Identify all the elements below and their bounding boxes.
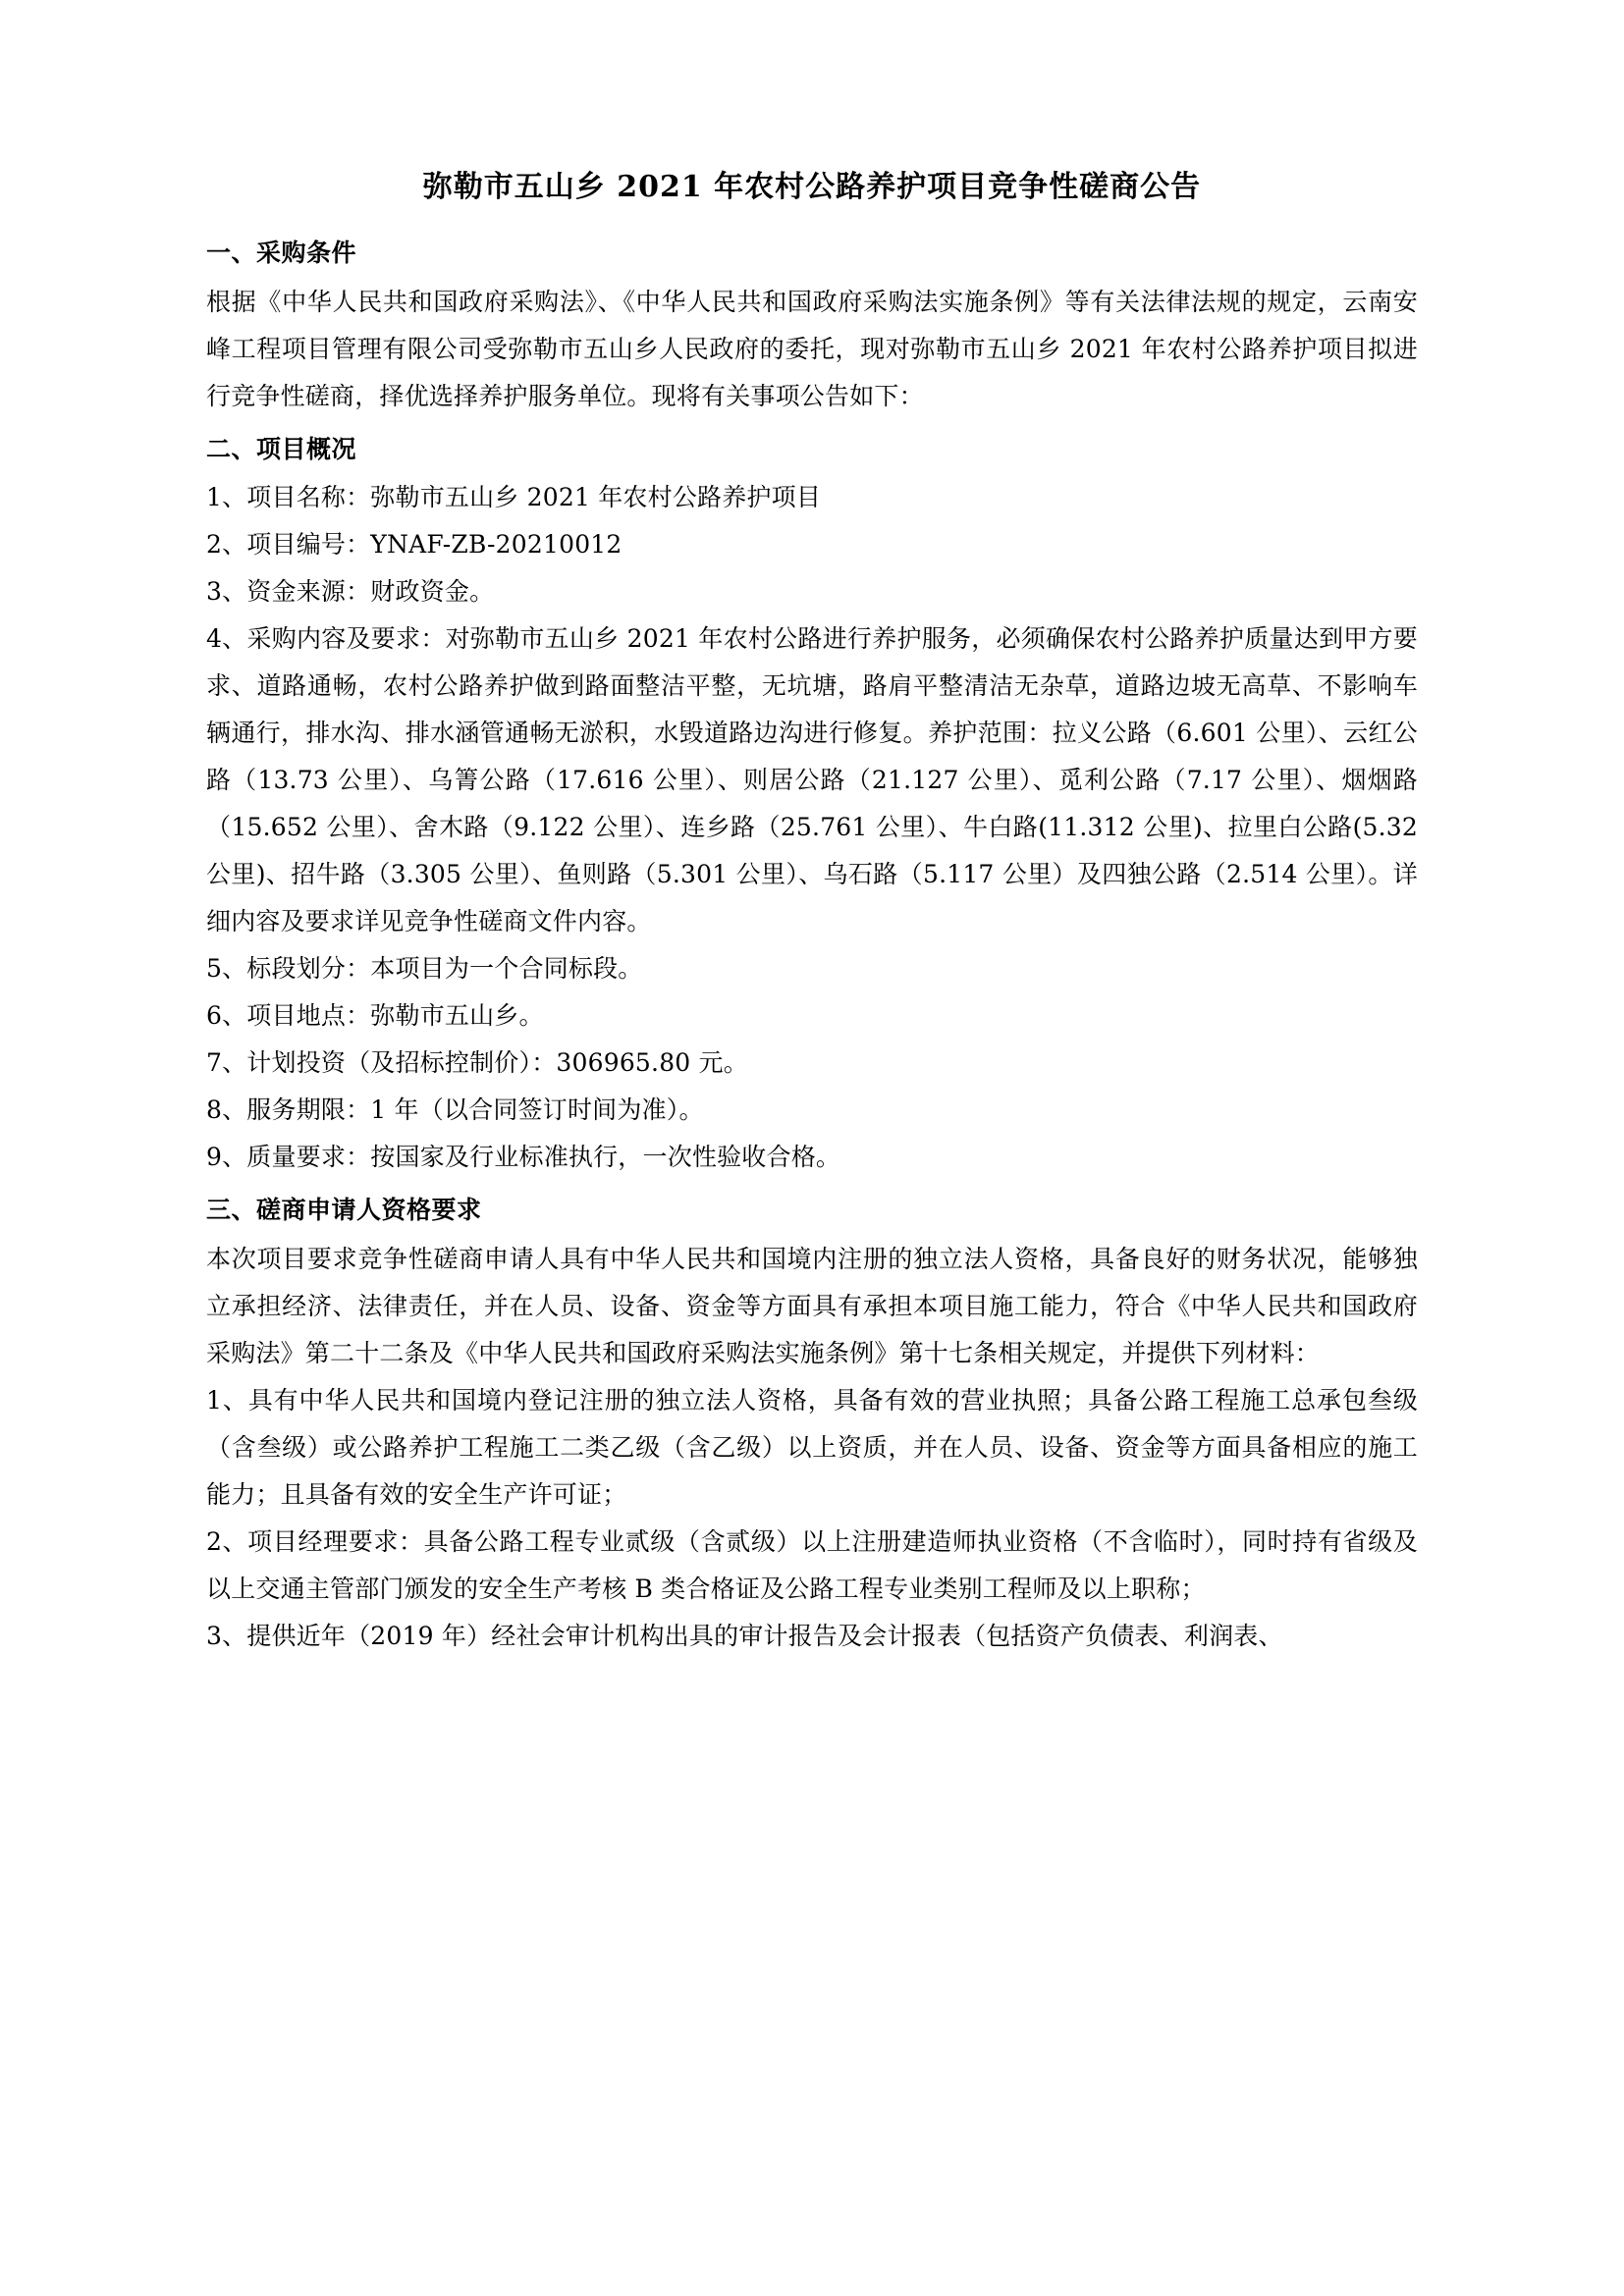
- section-applicant-qualifications: [206, 1187, 1418, 1660]
- paragraph: 2、项目经理要求：具备公路工程专业贰级（含贰级）以上注册建造师执业资格（不含临时），同时持有省级及以上交通主管部门颁发的安全生产考核 B 类合格证及公路工程专业类别工程师及以上职称；: [206, 1526, 1418, 1603]
- section-project-overview: [206, 426, 1418, 1182]
- section-heading-3: 三、磋商申请人资格要求: [206, 1196, 482, 1224]
- paragraph: 3、资金来源：财政资金。: [206, 577, 495, 606]
- paragraph: 1、项目名称：弥勒市五山乡 2021 年农村公路养护项目: [206, 483, 822, 511]
- paragraph: 根据《中华人民共和国政府采购法》、《中华人民共和国政府采购法实施条例》等有关法律法规的规定，云南安峰工程项目管理有限公司受弥勒市五山乡人民政府的委托，现对弥勒市五山乡 2021 年农村公路养护项目拟进行竞争性磋商，择优选择养护服务单位。现将有关事项公告如下：: [206, 287, 1418, 410]
- paragraph: 7、计划投资（及招标控制价）：306965.80 元。: [206, 1048, 748, 1077]
- paragraph: 3、提供近年（2019 年）经社会审计机构出具的审计报告及会计报表（包括资产负债表、利润表、: [206, 1621, 1283, 1650]
- page-title: 弥勒市五山乡 2021 年农村公路养护项目竞争性磋商公告: [422, 170, 1202, 204]
- section-heading-2: 二、项目概况: [206, 434, 357, 463]
- paragraph: 本次项目要求竞争性磋商申请人具有中华人民共和国境内注册的独立法人资格，具备良好的财务状况，能够独立承担经济、法律责任，并在人员、设备、资金等方面具有承担本项目施工能力，符合《中华人民共和国政府采购法》第二十二条及《中华人民共和国政府采购法实施条例》第十七条相关规定，并提供下列材料：: [206, 1244, 1418, 1367]
- paragraph: 5、标段划分：本项目为一个合同标段。: [206, 954, 643, 983]
- paragraph: 8、服务期限：1 年（以合同签订时间为准）。: [206, 1095, 704, 1124]
- paragraph: 9、质量要求：按国家及行业标准执行，一次性验收合格。: [206, 1143, 841, 1171]
- section-procurement-conditions: [206, 230, 1418, 420]
- paragraph: 2、项目编号：YNAF-ZB-20210012: [206, 530, 623, 559]
- paragraph: 1、具有中华人民共和国境内登记注册的独立法人资格，具备有效的营业执照；具备公路工程施工总承包叁级（含叁级）或公路养护工程施工二类乙级（含乙级）以上资质，并在人员、设备、资金等方面具备相应的施工能力；且具备有效的安全生产许可证；: [206, 1385, 1418, 1509]
- paragraph: 6、项目地点：弥勒市五山乡。: [206, 1001, 544, 1030]
- section-heading-1: 一、采购条件: [206, 239, 357, 267]
- paragraph: 4、采购内容及要求：对弥勒市五山乡 2021 年农村公路进行养护服务，必须确保农村公路养护质量达到甲方要求、道路通畅，农村公路养护做到路面整洁平整，无坑塘，路肩平整清洁无杂草，道路边坡无高草、不影响车辆通行，排水沟、排水涵管通畅无淤积，水毁道路边沟进行修复。养护范围：拉义公路（6.601 公里）、云红公路（13.73 公里）、乌箐公路（17.616 公里）、则居公路（21.127 公里）、觅利公路（7.17 公里）、烟烟路（15.652 公里）、舍木路（9.122 公里）、连乡路（25.761 公里）、牛白路(11.312 公里)、拉里白公路(5.32 公里)、招牛路（3.305 公里）、鱼则路（5.301 公里）、乌石路（5.117 公里）及四独公路（2.514 公里）。详细内容及要求详见竞争性磋商文件内容。: [206, 624, 1418, 935]
